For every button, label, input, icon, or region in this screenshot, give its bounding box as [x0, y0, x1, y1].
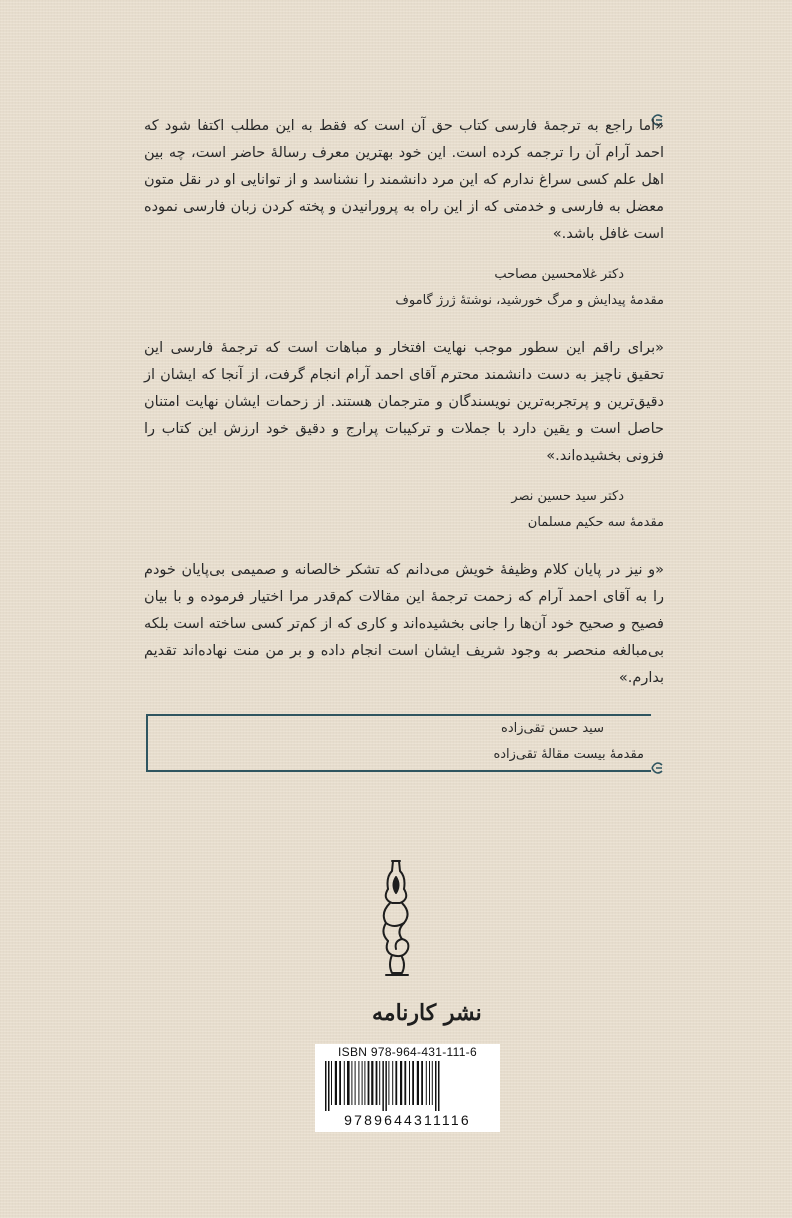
barcode-bar: [355, 1061, 356, 1105]
barcode-bar: [435, 1061, 437, 1111]
quote-text: «و نیز در پایان کلام وظیفهٔ خویش می‌دانم که تشکر خالصانه و صمیمی بی‌پایان خودم را به آقای احمد آرام که زحمت ترجمهٔ این مقالات کم‌قدر مرا اختیار فرموده و با بیان فصیح و صحیح خود آن‌ها را جانی بخشیده‌اند و کاری که از کم‌تر کسی ساخته است بلکه بی‌مبالغه منحصر به وجود شریف ایشان است انجام داده و بر من منت نهاده‌اند تقدیم بدارم.»: [144, 562, 664, 686]
quote-3: [144, 557, 664, 697]
publisher-logo: نشر کارنامه: [372, 1000, 482, 1026]
barcode-bar: [421, 1061, 423, 1105]
barcode-bar: [362, 1061, 363, 1105]
barcode-bar: [400, 1061, 402, 1105]
barcode-bars: [323, 1061, 492, 1111]
barcode-bar: [426, 1061, 427, 1105]
quote-2: [144, 335, 664, 475]
barcode-bar: [368, 1061, 370, 1105]
barcode-bar: [325, 1061, 327, 1111]
barcode-bar: [432, 1061, 433, 1105]
isbn-label: ISBN 978-964-431-111-6: [338, 1045, 477, 1059]
signature-block-1: [164, 262, 664, 314]
barcode-bar: [392, 1061, 393, 1105]
barcode-bar: [379, 1061, 380, 1105]
signature-name: دکتر غلامحسین مصاحب: [494, 267, 624, 282]
quote-1: [144, 113, 664, 253]
barcode-bar: [344, 1061, 345, 1105]
barcode-bar: [351, 1061, 352, 1105]
barcode-bar: [395, 1061, 397, 1105]
barcode: [315, 1044, 500, 1132]
barcode-bar: [417, 1061, 419, 1105]
barcode-digits: 9789644311116: [344, 1112, 471, 1128]
barcode-bar: [335, 1061, 337, 1105]
signature-block-2: [164, 484, 664, 536]
barcode-bar: [385, 1061, 387, 1111]
barcode-bar: [347, 1061, 350, 1105]
barcode-bar: [339, 1061, 341, 1105]
barcode-bar: [358, 1061, 359, 1105]
signature-block-3: [144, 716, 644, 768]
barcode-bar: [388, 1061, 389, 1105]
barcode-bar: [328, 1061, 330, 1111]
barcode-bar: [364, 1061, 365, 1105]
barcode-bar: [331, 1061, 332, 1105]
barcode-bar: [412, 1061, 414, 1105]
signature-source: مقدمهٔ سه حکیم مسلمان: [527, 515, 664, 530]
barcode-bar: [382, 1061, 384, 1111]
ornament-icon: [650, 760, 664, 776]
quote-text: «اما راجع به ترجمهٔ فارسی کتاب حق آن است که فقط به این مطلب اکتفا شود که احمد آرام آن را ترجمه کرده است. این خود بهترین معرف رسالهٔ حاضر است، چه بین اهل علم کسی سراغ ندارم که این مرد دانشمند را نشناسد و از توانایی او در نقل متون معضل به فارسی و خدمتی که از این راه به پرورانیدن و پخته کردن زبان فارسی نموده است غافل باشد.»: [144, 118, 664, 242]
quote-text: «برای راقم این سطور موجب نهایت افتخار و مباهات است که ترجمهٔ فارسی این تحقیق ناچیز به دست دانشمند محترم آقای احمد آرام انجام گرفت، از آنجا که ایشان از دقیق‌ترین و پرتجربه‌ترین نویسندگان و مترجمان هستند. از زحمات ایشان نهایت امتنان حاصل است و یقین دارد با جملات و ترکیبات پرارج و دقیق خود ارزش این کتاب را فزونی بخشیده‌اند.»: [144, 340, 664, 464]
barcode-bar: [438, 1061, 440, 1111]
lamp-icon: [366, 855, 426, 985]
barcode-bar: [404, 1061, 406, 1105]
signature-source: مقدمهٔ بیست مقالهٔ تقی‌زاده: [493, 747, 644, 762]
barcode-bar: [429, 1061, 430, 1105]
barcode-bar: [376, 1061, 378, 1105]
signature-name: دکتر سید حسین نصر: [511, 489, 624, 504]
barcode-bar: [409, 1061, 410, 1105]
signature-name: سید حسن تقی‌زاده: [501, 721, 604, 736]
signature-source: مقدمهٔ پیدایش و مرگ خورشید، نوشتهٔ ژرژ گاموف: [395, 293, 664, 308]
barcode-bar: [371, 1061, 373, 1105]
